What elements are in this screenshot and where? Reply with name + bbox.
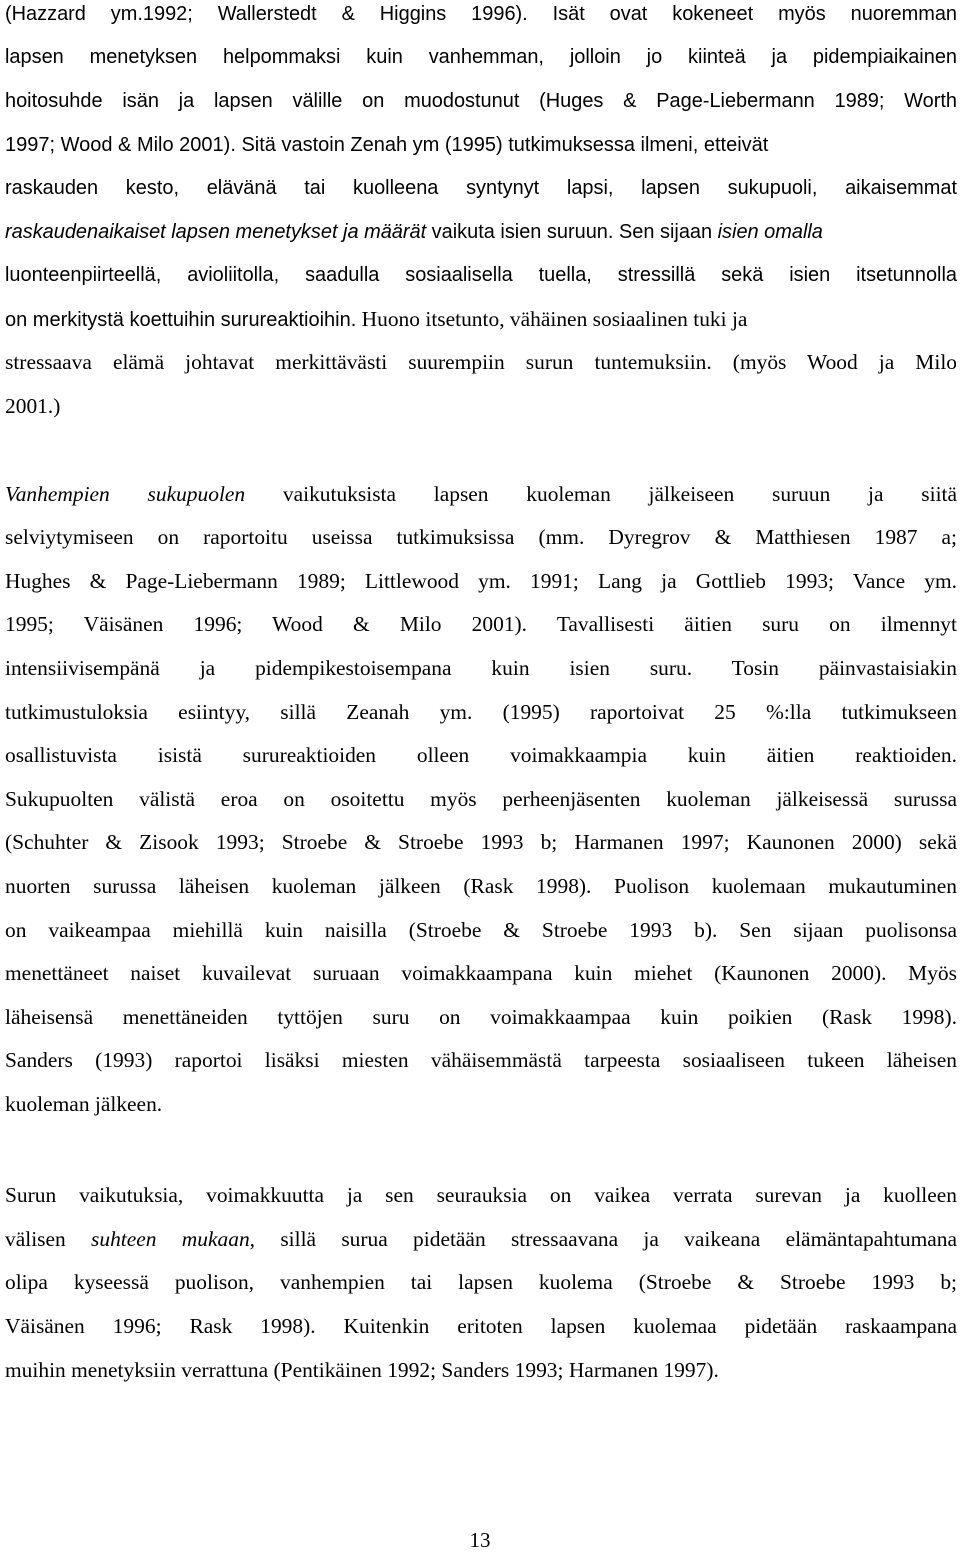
text-line: muihin menetyksiin verrattuna (Pentikäinen 1992; Sanders 1993; Harmanen 1997). [5,1358,719,1382]
text-line: (Hazzard ym.1992; Wallerstedt & Higgins 1996). Isät ovat kokeneet myös nuoremman [5,3,957,25]
text-line: hoitosuhde isän ja lapsen välille on muodostunut (Huges & Page-Liebermann 1989; Worth [5,90,957,112]
text-line: raskauden kesto, elävänä tai kuolleena syntynyt lapsi, lapsen sukupuoli, aikaisemmat [5,177,957,199]
text-line: on merkitystä koettuihin surureaktioihin. Huono itsetunto, vähäinen sosiaalinen tuki ja [5,307,748,331]
text-line: välisen suhteen mukaan, sillä surua pidetään stressaavana ja vaikeana elämäntapahtumana [5,1227,958,1251]
text-line: Sanders (1993) raportoi lisäksi miesten vähäisemmästä tarpeesta sosiaaliseen tukeen läheisen [5,1048,957,1072]
text-line: 2001.) [5,394,61,418]
text-line: 1995; Väisänen 1996; Wood & Milo 2001). Tavallisesti äitien suru on ilmennyt [5,612,957,636]
page-number: 13 [469,1528,491,1552]
text-line: läheisensä menettäneiden tyttöjen suru on voimakkaampaa kuin poikien (Rask 1998). [5,1005,957,1029]
text-line: on vaikeampaa miehillä kuin naisilla (Stroebe & Stroebe 1993 b). Sen sijaan puolisonsa [5,918,957,942]
text-line: selviytymiseen on raportoitu useissa tutkimuksissa (mm. Dyregrov & Matthiesen 1987 a; [5,525,957,549]
text-line: luonteenpiirteellä, avioliitolla, saadulla sosiaalisella tuella, stressillä sekä isien itsetunnolla [5,264,957,286]
text-line: Hughes & Page-Liebermann 1989; Littlewood ym. 1991; Lang ja Gottlieb 1993; Vance ym. [5,569,957,593]
text-line: Vanhempien sukupuolen vaikutuksista lapsen kuoleman jälkeiseen suruun ja siitä [5,482,957,506]
text-line: osallistuvista isistä surureaktioiden olleen voimakkaampia kuin äitien reaktioiden. [5,743,957,767]
text-line: nuorten surussa läheisen kuoleman jälkeen (Rask 1998). Puolison kuolemaan mukautuminen [5,874,957,898]
text-line: 1997; Wood & Milo 2001). Sitä vastoin Zenah ym (1995) tutkimuksessa ilmeni, etteivät [5,134,769,156]
text-line: Väisänen 1996; Rask 1998). Kuitenkin eritoten lapsen kuolemaa pidetään raskaampana [5,1314,957,1338]
text-line: tutkimustuloksia esiintyy, sillä Zeanah ym. (1995) raportoivat 25 %:lla tutkimukseen [5,700,957,724]
text-line: olipa kyseessä puolison, vanhempien tai lapsen kuolema (Stroebe & Stroebe 1993 b; [5,1270,957,1294]
text-line: Sukupuolten välistä eroa on osoitettu myös perheenjäsenten kuoleman jälkeisessä surussa [5,787,957,811]
text-line: lapsen menetyksen helpommaksi kuin vanhemman, jolloin jo kiinteä ja pidempiaikainen [5,46,957,68]
text-line: kuoleman jälkeen. [5,1092,163,1116]
text-line: stressaava elämä johtavat merkittävästi suurempiin surun tuntemuksiin. (myös Wood ja Milo [5,350,957,374]
text-line: intensiivisempänä ja pidempikestoisempana kuin isien suru. Tosin päinvastaisiakin [5,656,957,680]
text-line: (Schuhter & Zisook 1993; Stroebe & Stroebe 1993 b; Harmanen 1997; Kaunonen 2000) sekä [5,830,957,854]
text-line: Surun vaikutuksia, voimakkuutta ja sen seurauksia on vaikea verrata surevan ja kuolleen [5,1183,957,1207]
text-line: raskaudenaikaiset lapsen menetykset ja määrät vaikuta isien suruun. Sen sijaan isien omalla [5,221,823,243]
text-line: menettäneet naiset kuvailevat suruaan voimakkaampana kuin miehet (Kaunonen 2000). Myös [5,961,957,985]
